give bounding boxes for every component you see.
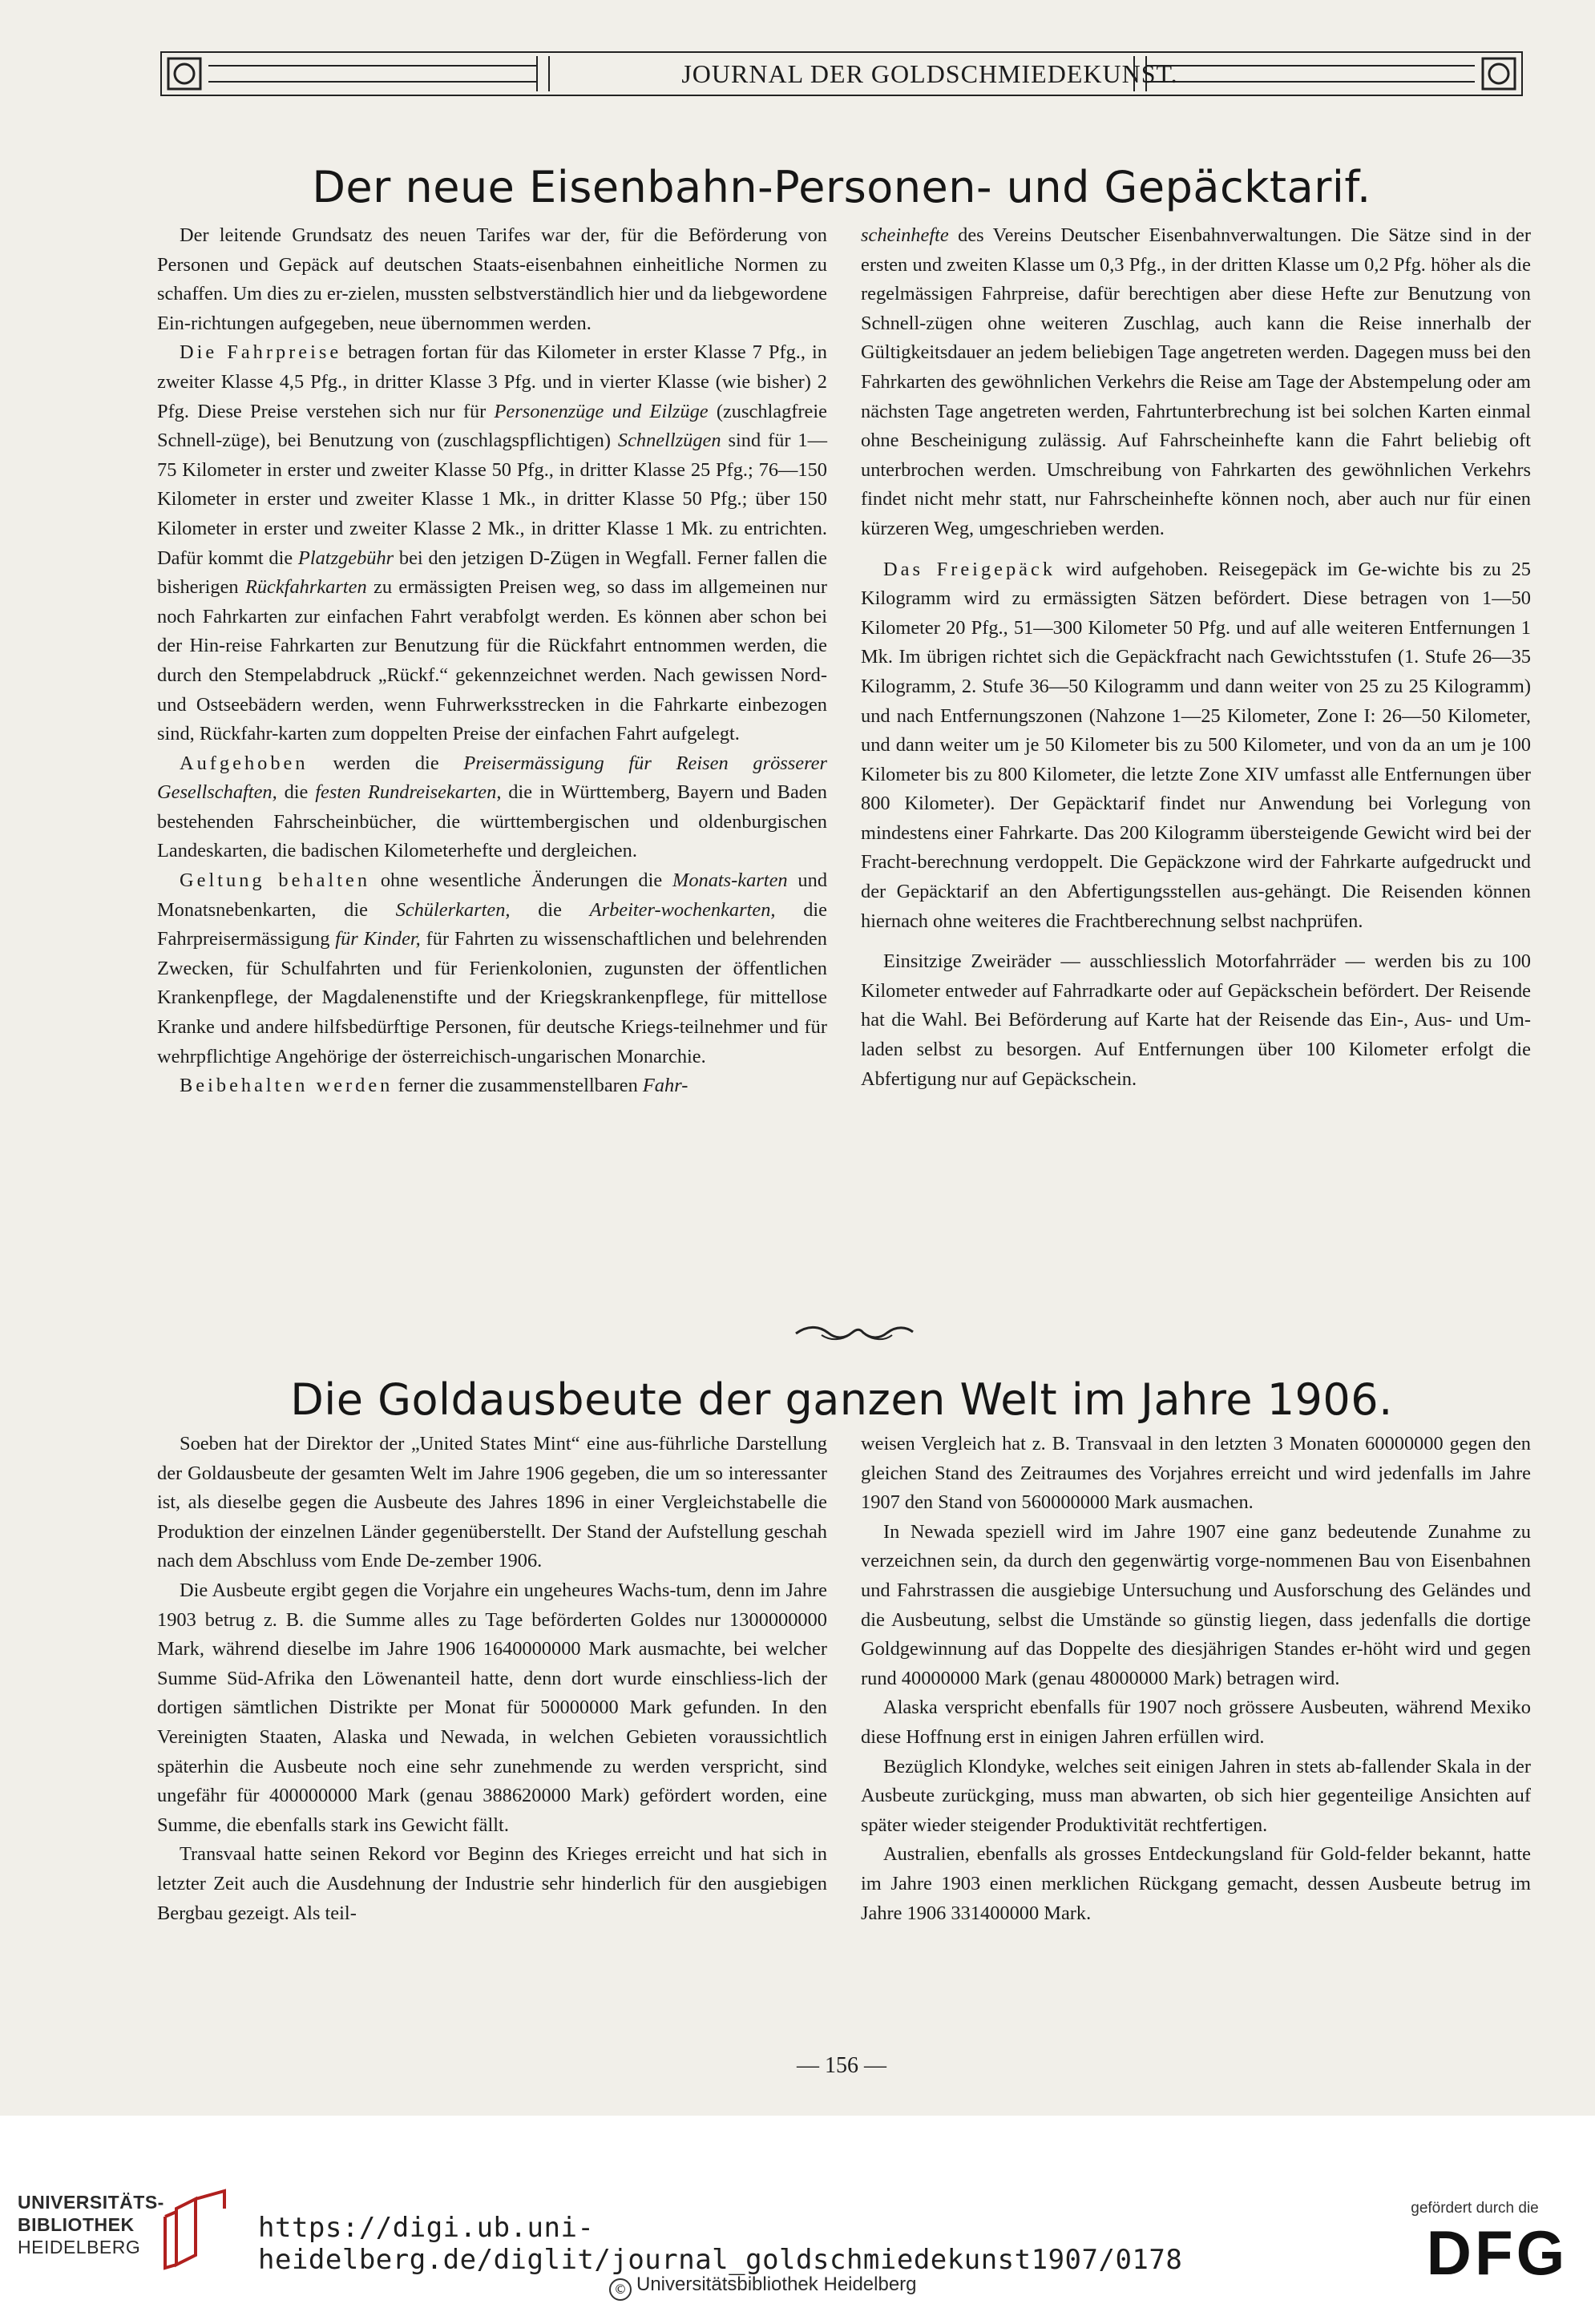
spaced-lead: Geltung behalten	[180, 869, 371, 892]
paragraph: Australien, ebenfalls als grosses Entdeckungsland für Gold-felder bekannt, hatte im Jahre 1903 einen merklichen Rückgang gemacht, dessen Ausbeute betrug im Jahre 1906 331400000 Mark.	[861, 1843, 1531, 1924]
copyright-text: Universitätsbibliothek Heidelberg	[636, 2274, 917, 2295]
italic-run: Fahr-	[642, 1075, 688, 1097]
italic-run: Arbeiter-wochenkarten,	[589, 898, 776, 921]
text-run: sind für 1—75 Kilometer in erster und zweiter Klasse 50 Pfg., in dritter Klasse 25 Pfg.; 76—150 Kilometer in erster und zweiter Klasse 1 Mk., in dritter Klasse 50 Pfg.; über 150 Kilometer in erster und zweiter Klasse 2 Mk., in dritter Klasse 1 Mk. zu entrichten. Dafür kommt die	[157, 430, 827, 569]
italic-run: scheinhefte	[861, 224, 949, 246]
paragraph: Soeben hat der Direktor der „United States Mint“ eine aus-führliche Darstellung der Goldausbeute der gesamten Welt im Jahre 1906 gegeben, die um so interessanter ist, als dieselbe gegen die Ausbeute des Jahres 1896 in einer Vergleichstabelle die Produktion der einzelnen Länder gegenüberstellt. Der Stand der Aufstellung geschah nach dem Abschluss vom Ende De-zember 1906.	[157, 1433, 827, 1572]
section-divider-ornament	[789, 1322, 918, 1343]
library-emblem-icon	[160, 2185, 237, 2273]
text-run: bei den jetzigen D-Zügen in Wegfall. Ferner fallen die bisherigen	[157, 547, 827, 599]
paragraph	[861, 221, 1531, 544]
text-run: (zuschlagfreie Schnell-züge), bei Benutzung von (zuschlagspflichtigen)	[157, 400, 827, 452]
spaced-lead: Aufgehoben	[180, 752, 309, 774]
text-run: die in Württemberg, Bayern und Baden bestehenden Fahrscheinbücher, die württembergischen und oldenburgischen Landeskarten, die badischen Kilometerhefte und dergleichen.	[157, 781, 827, 862]
text-run: für Fahrten zu wissenschaftlichen und belehrenden Zwecken, für Schulfahrten und für Ferienkolonien, zugunsten der öffentlichen Krankenpflege, der Magdalenenstifte und der Kriegskrankenpflege, für mittellose Kranke und andere hilfsbedürftige Personen, für deutsche Kriegs-teilnehmer und für wehrpflichtige Angehörige der österreichisch-ungarischen Monarchie.	[157, 928, 828, 1067]
italic-run: Platzgebühr	[297, 547, 394, 569]
paragraph: weisen Vergleich hat z. B. Transvaal in den letzten 3 Monaten 60000000 gegen den gleichen Stand des Zeitraumes des Vorjahres erreicht und wird jedenfalls im Jahre 1907 den Stand von 560000000 Mark ausmachen.	[861, 1433, 1531, 1514]
paragraph	[157, 1071, 827, 1101]
university-library-logo[interactable]	[18, 2185, 258, 2273]
viewer-footer	[0, 2116, 1595, 2324]
article2-title: Die Goldausbeute der ganzen Welt im Jahre 1906.	[290, 1374, 1393, 1425]
dfg-logo-text: DFG	[1426, 2221, 1569, 2286]
italic-run: Rückfahrkarten	[244, 576, 367, 599]
library-name-line: UNIVERSITÄTS-	[18, 2192, 164, 2213]
journal-title: JOURNAL DER GOLDSCHMIEDEKUNST.	[681, 59, 1178, 88]
article2-right-column	[861, 1430, 1531, 1928]
copyright-line	[609, 2274, 1170, 2301]
paragraph: Der leitende Grundsatz des neuen Tarifes war der, für die Beförderung von Personen und Gepäck auf deutschen Staats-eisenbahnen einheitliche Normen zu schaffen. Um dies zu er-zielen, mussten selbstverständlich hier und da liebgewordene Ein-richtungen aufgegeben, neue übernommen werden.	[157, 224, 827, 334]
paragraph	[157, 749, 827, 866]
page-number: — 156 —	[797, 2053, 886, 2078]
paragraph: Alaska verspricht ebenfalls für 1907 noch grössere Ausbeuten, während Mexiko diese Hoffnung erst in einigen Jahren erfüllen wird.	[861, 1697, 1531, 1748]
funding-note: gefördert durch die	[1411, 2200, 1539, 2217]
library-name-line: HEIDELBERG	[18, 2237, 141, 2257]
text-run: zu ermässigten Preisen weg, so dass im allgemeinen nur noch Fahrkarten zur einfachen Fahrt verabfolgt werden. Es können aber schon bei der Hin-reise Fahrkarten zur Benutzung für die Rückfahrt entnommen werden, die durch den Stempelabdruck „Rückf.“ gekennzeichnet werden. Nach gewissen Nord- und Ostseebädern werden, wenn Fuhrwerksstrecken in die Fahrkarte einbezogen sind, Rückfahr-karten zum doppelten Preise der einfachen Fahrt aufgelegt.	[157, 576, 827, 745]
article1-title: Der neue Eisenbahn-Personen- und Gepäcktarif.	[312, 162, 1371, 212]
spaced-lead: Die Fahrpreise	[180, 341, 342, 364]
italic-run: festen Rundreisekarten,	[315, 781, 502, 804]
paragraph: Transvaal hatte seinen Rekord vor Beginn des Krieges erreicht und hat sich in letzter Zeit auch die Ausdehnung der Industrie sehr hinderlich für den ausgiebigen Bergbau gezeigt. Als teil-	[157, 1843, 827, 1924]
italic-run: Schnellzügen	[617, 430, 721, 452]
article1-left-column	[157, 221, 827, 1101]
running-header	[160, 51, 1523, 96]
article1-right-column	[861, 221, 1531, 1094]
paragraph: Einsitzige Zweiräder — ausschliesslich Motorfahrräder — werden bis zu 100 Kilometer entweder auf Fahrradkarte oder auf Gepäckschein befördert. Der Reisende hat die Wahl. Bei Beförderung auf Karte hat der Reisende das Ein-, Aus- und Um-laden selbst zu besorgen. Auf Entfernungen über 100 Kilometer erfolgt die Abfertigung nur auf Gepäckschein.	[861, 950, 1531, 1090]
paragraph	[157, 338, 827, 748]
dfg-logo[interactable]	[1417, 2221, 1577, 2286]
paragraph	[861, 555, 1531, 937]
library-name-line: BIBLIOTHEK	[18, 2214, 135, 2235]
text-run: die	[510, 898, 590, 921]
paragraph: In Newada speziell wird im Jahre 1907 eine ganz bedeutende Zunahme zu verzeichnen sein, da durch den gegenwärtig vorge-nommenen Bau von Eisenbahnen und Fahrstrassen die ausgiebige Untersuchung und Ausforschung des Geländes und die Ausbeutung, selbst die Umstände so günstig liegen, dass jedenfalls die dortige Goldgewinnung auf das Doppelte des diesjährigen Standes er-höht wird und gegen rund 40000000 Mark (genau 48000000 Mark) betragen wird.	[861, 1520, 1531, 1689]
italic-run: Schülerkarten,	[395, 898, 511, 921]
paragraph: Die Ausbeute ergibt gegen die Vorjahre ein ungeheures Wachs-tum, denn im Jahre 1903 betrug z. B. die Summe alles zu Tage beförderten Goldes nur 1300000000 Mark, während dieselbe im Jahre 1906 1640000000 Mark ausmachte, bei welcher Summe Süd-Afrika den Löwenanteil hatte, denn dort wurde einschliess-lich der dortigen sämtlichen Distrikte per Monat für 50000000 Mark gefunden. In den Vereinigten Staaten, Alaska und Newada, in welchen Gebieten voraussichtlich späterhin die Ausbeute noch eine sehr zunehmende zu werden verspricht, sind ungefähr für 400000000 Mark (genau 388620000 Mark) gefördert worden, eine Summe, die ebenfalls stark ins Gewicht fällt.	[157, 1579, 827, 1836]
spaced-lead: Beibehalten werden	[180, 1075, 394, 1097]
library-name	[18, 2191, 164, 2258]
italic-run: Preisermässigung für Reisen grösserer Gesellschaften,	[157, 752, 827, 804]
italic-run: Personenzüge und Eilzüge	[494, 400, 709, 422]
italic-run: Monats-karten	[672, 869, 788, 892]
paragraph: Bezüglich Klondyke, welches seit einigen Jahren in stets ab-fallender Skala in der Ausbeute zurückging, muss man abwarten, ob sich hier gegenteilige Ansichten auf später wieder steigender Produktivität rechtfertigen.	[861, 1755, 1531, 1836]
text-run: ohne wesentliche Änderungen die	[370, 869, 672, 892]
article2-left-column	[157, 1430, 827, 1928]
spaced-lead: Das Freigepäck	[883, 558, 1056, 580]
text-run: die	[277, 781, 316, 804]
text-run: die Fahrpreisermässigung	[157, 898, 827, 950]
paragraph	[157, 866, 827, 1071]
text-run: und Monatsnebenkarten, die	[157, 869, 828, 921]
text-run: des Vereins Deutscher Eisenbahnverwaltungen. Die Sätze sind in der ersten und zweiten Klasse um 0,3 Pfg., in der dritten Klasse um 0,2 Pfg. höher als die regelmässigen Fahrpreise, dafür berechtigen aber diese Hefte zur Benutzung von Schnell-zügen ohne weiteren Zuschlag, auch kann die Reise innerhalb der Gültigkeitsdauer an jedem beliebigen Tage angetreten werden. Dagegen muss bei den Fahrkarten des gewöhnlichen Verkehrs die Reise am Tage der Abstempelung oder am nächsten Tage angetreten werden, Fahrtunterbrechung ist bei solchen Karten einmal ohne Bescheinigung zulässig. Auf Fahrscheinhefte kann die Fahrt beliebig oft unterbrochen werden. Umschreibung von Fahrkarten des gewöhnlichen Verkehrs findet nicht mehr statt, nur Fahrscheinhefte können noch, aber auch nur für einen kürzeren Weg, umgeschrieben werden.	[861, 224, 1531, 539]
text-run: wird aufgehoben. Reisegepäck im Ge-wichte bis zu 25 Kilogramm wird zu ermässigten Sätzen befördert. Diese betragen von 1—50 Kilometer 20 Pfg., 51—300 Kilometer 50 Pfg. und auf alle weiteren Entfernungen 1 Mk. Im übrigen richtet sich die Gepäckfracht nach Gewichtsstufen (1. Stufe 26—35 Kilogramm, 2. Stufe 36—50 Kilogramm und dann weiter von 25 zu 25 Kilogramm) und nach Entfernungszonen (Nahzone 1—25 Kilometer, Zone I: 26—50 Kilometer, und dann weiter um je 50 Kilometer bis zu 500 Kilometer, und von da an um je 100 Kilometer bis zu 800 Kilometer, die letzte Zone XIV umfasst alle Entfernungen über 800 Kilometer). Der Gepäcktarif findet nur Anwendung bei Vorlegung von mindestens einer Fahrkarte. Das 200 Kilogramm übersteigende Gewicht wird bei der Fracht-berechnung verdoppelt. Die Gepäckzone wird der Fahrkarte aufgedruckt und der Gepäcktarif an den Abfertigungsstellen aus-gehängt. Die Reisenden können hiernach ohne weiteres die Frachtberechnung selbst nachprüfen.	[861, 558, 1531, 932]
italic-run: für Kinder,	[335, 928, 421, 950]
permalink-url[interactable]: https://digi.ub.uni-heidelberg.de/diglit/journal_goldschmiedekunst1907/0178	[258, 2212, 1183, 2276]
text-run: werden die	[308, 752, 464, 774]
text-run: betragen fortan für das Kilometer in erster Klasse 7 Pfg., in zweiter Klasse 4,5 Pfg., in dritter Klasse 3 Pfg. und in vierter Klasse (wie bisher) 2 Pfg. Diese Preise verstehen sich nur für	[157, 341, 827, 422]
text-run: ferner die zusammenstellbaren	[393, 1075, 643, 1097]
copyright-icon: ©	[609, 2278, 632, 2301]
